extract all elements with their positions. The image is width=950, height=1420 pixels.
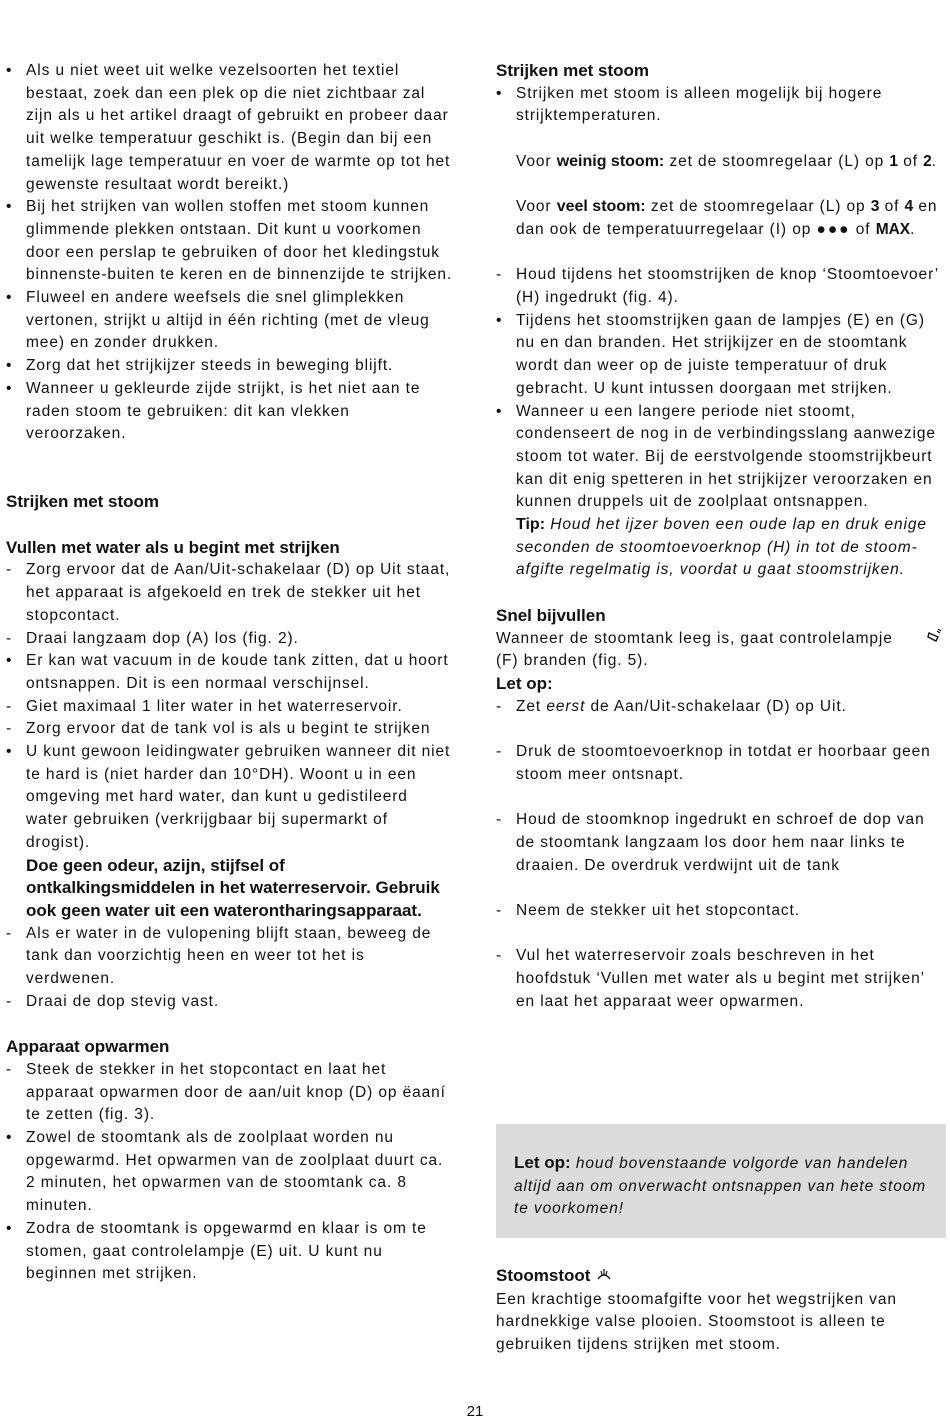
fill-warning: Doe geen odeur, azijn, stijfsel of ontkalkingsmiddelen in het waterreservoir. Gebruik ook geen water uit een waterontharingsapparaat. [26,855,440,920]
list-item: • Wanneer u gekleurde zijde strijkt, is het niet aan te raden stoom te gebruiken: dit kan vlekken veroorzaken. [6,379,421,443]
note-box [496,1124,946,1238]
list-item: - Zorg ervoor dat de Aan/Uit-schakelaar (D) op Uit staat, het apparaat is afgekoeld en trek de stekker uit het stopcontact. [6,561,451,624]
list-item: - Druk de stoomtoevoerknop in totdat er hoorbaar geen stoom meer ontsnapt. [496,743,931,783]
section-heading-warm: Apparaat opwarmen [6,1037,170,1057]
list-item: - Als er water in de vulopening blijft staan, beweeg de tank dan voorzichtig heen en weer tot het is verdwenen. [6,924,432,988]
list-item: • Als u niet weet uit welke vezelsoorten het textiel bestaat, zoek dan een plek op die niet zichtbaar zal zijn als u het artikel draagt of gebruikt en probeer daar uit welke temperatuur geschikt is. (Begin dan bij een tamelijk lage temperatuur en voer de warmte op tot het gewenste resultaat wordt bereikt.) [6,62,451,193]
fill-list [6,559,454,854]
list-item: - Zet eerst de Aan/Uit-schakelaar (D) op Uit. [496,697,847,715]
burst-section [496,1265,944,1357]
list-item: - Giet maximaal 1 liter water in het waterreservoir. [6,697,403,715]
little-steam-paragraph: Voor weinig stoom: zet de stoomregelaar (L) op 1 of 2. [516,152,937,170]
list-item: • Zowel de stoomtank als de zoolplaat worden nu opgewarmd. Het opwarmen van de zoolplaat duurt ca. 2 minuten, het opwarmen van de stoomtank ca. 8 minuten. [6,1128,444,1215]
list-item: - Draai de dop stevig vast. [6,992,220,1010]
note-label: Let op: [514,1153,571,1172]
list-item: • Bij het strijken van wollen stoffen met stoom kunnen glimmende plekken ontstaan. Dit kunt u voorkomen door een perslap te gebruiken of door het kledingstuk binnenste-buiten te keren en de binnenzijde te strijken. [6,198,453,284]
section-heading-burst: Stoomstoot [496,1266,591,1285]
burst-paragraph: Een krachtige stoomafgifte voor het wegstrijken van hardnekkige valse plooien. Stoomstoot is alleen te gebruiken tijdens strijken met stoom. [496,1290,897,1354]
right-column [496,60,944,1013]
refill-paragraph: Wanneer de stoomtank leeg is, gaat controlelampje (F) branden (fig. 5). [496,628,944,673]
list-item: - Neem de stekker uit het stopcontact. [496,901,800,919]
page-number: 21 [466,1403,484,1420]
warm-list [6,1059,454,1286]
steam-burst-icon [596,1268,612,1285]
left-column [6,60,454,1286]
fill-list-2 [6,923,454,1014]
steam-tank-icon [926,628,942,652]
list-item: • Strijken met stoom is alleen mogelijk bij hogere strijktemperaturen. [496,84,883,125]
section-heading-refill: Snel bijvullen [496,605,606,625]
list-item: • Fluweel en andere weefsels die snel glimplekken vertonen, strijkt u altijd in één richting (met de vleug mee) en zonder drukken. [6,289,430,352]
list-item: • Zodra de stoomtank is opgewarmd en klaar is om te stomen, gaat controlelampje (E) uit. U kunt nu beginnen met strijken. [6,1219,427,1283]
list-item: - Zorg ervoor dat de tank vol is als u begint te strijken [6,720,431,738]
intro-bullets [6,60,454,446]
section-heading-steam: Strijken met stoom [6,492,160,512]
list-item: • Zorg dat het strijkijzer steeds in beweging blijft. [6,357,394,375]
list-item: • Wanneer u een langere periode niet stoomt, condenseert de nog in de verbindingsslang aanwezige stoom tot water. Bij de eerstvolgende stoomstrijkbeurt kan dit enig spetteren in het strijkijzer veroorzaken en kunnen druppels uit de zoolplaat ontsnappen. [496,402,936,511]
steam-intro [496,83,944,128]
list-item: - Vul het waterreservoir zoals beschreven in het hoofdstuk ‘Vullen met water als u begint met strijken’ en laat het apparaat weer opwarmen. [496,947,925,1010]
list-item: - Steek de stekker in het stopcontact en laat het apparaat opwarmen door de aan/uit knop (D) op ëaaní te zetten (fig. 3). [6,1060,446,1124]
list-item: - Houd tijdens het stoomstrijken de knop ‘Stoomtoevoer’ (H) ingedrukt (fig. 4). [496,266,939,306]
tip-paragraph: Tip: Houd het ijzer boven een oude lap en druk enige seconden de stoomtoevoerknop (H) in tot de stoom-afgifte regelmatig is, voordat u gaat stoomstrijken. [516,516,927,579]
list-item: • Tijdens het stoomstrijken gaan de lampjes (E) en (G) nu en dan branden. Het strijkijzer en de stoomtank wordt dan weer op de juiste temperatuur of druk gebracht. U kunt intussen doorgaan met strijken. [496,311,925,397]
letop-list [496,696,944,1014]
steam-list [496,264,944,514]
section-heading-letop: Let op: [496,673,553,693]
list-item: • Er kan wat vacuum in de koude tank zitten, dat u hoort ontsnappen. Dit is een normaal verschijnsel. [6,652,449,692]
temperature-dots-icon: ●●● [816,220,851,238]
list-item: - Houd de stoomknop ingedrukt en schroef de dop van de stoomtank langzaam los door hem naar links te draaien. De overdruk verdwijnt uit de tank [496,811,925,874]
list-item: • U kunt gewoon leidingwater gebruiken wanneer dit niet te hard is (niet harder dan 10°DH). Woont u in een omgeving met hard water, dan kunt u gedistileerd water gebruiken (verkrijgbaar bij supermarkt of drogist). [6,743,451,851]
note-text: houd bovenstaande volgorde van handelen altijd aan om onverwacht ontsnappen van hete stoom te voorkomen! [514,1155,927,1218]
section-heading-steam-right: Strijken met stoom [496,61,650,80]
much-steam-paragraph: Voor veel stoom: zet de stoomregelaar (L) op 3 of 4 en dan ook de temperatuurregelaar (I) op ●●● of MAX. [516,198,938,238]
section-heading-fill: Vullen met water als u begint met strijken [6,537,340,557]
list-item: - Draai langzaam dop (A) los (fig. 2). [6,629,299,647]
